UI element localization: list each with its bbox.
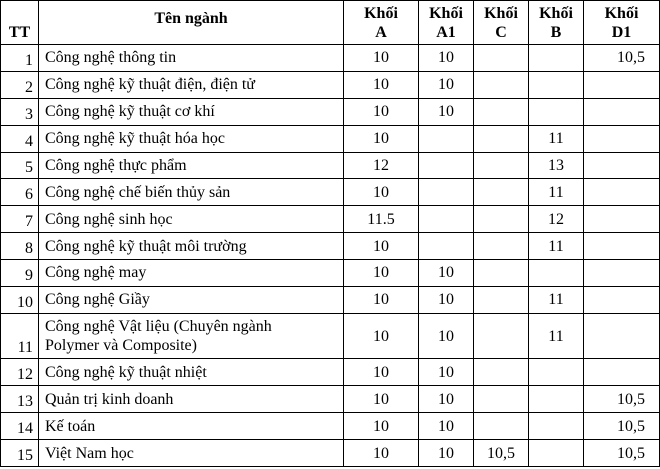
score-c bbox=[474, 152, 529, 179]
score-c: 10,5 bbox=[474, 440, 529, 467]
row-number: 5 bbox=[1, 152, 39, 179]
header-khoi-a1: Khối A1 bbox=[419, 1, 474, 45]
score-d1 bbox=[584, 260, 660, 287]
score-c bbox=[474, 125, 529, 152]
row-number: 9 bbox=[1, 260, 39, 287]
score-d1 bbox=[584, 152, 660, 179]
row-number: 10 bbox=[1, 286, 39, 313]
score-a: 10 bbox=[344, 71, 419, 98]
score-c bbox=[474, 313, 529, 359]
table-row bbox=[1, 45, 660, 72]
score-a: 10 bbox=[344, 413, 419, 440]
score-a: 10 bbox=[344, 260, 419, 287]
program-name: Công nghệ kỹ thuật nhiệt bbox=[39, 359, 344, 386]
program-name: Công nghệ thực phẩm bbox=[39, 152, 344, 179]
score-d1: 10,5 bbox=[584, 386, 660, 413]
score-a: 10 bbox=[344, 359, 419, 386]
header-row bbox=[1, 1, 660, 45]
score-b bbox=[529, 413, 584, 440]
table-row bbox=[1, 413, 660, 440]
score-d1 bbox=[584, 313, 660, 359]
program-name: Công nghệ kỹ thuật điện, điện tử bbox=[39, 71, 344, 98]
score-c bbox=[474, 206, 529, 233]
score-b bbox=[529, 359, 584, 386]
program-name: Công nghệ may bbox=[39, 260, 344, 287]
row-number: 2 bbox=[1, 71, 39, 98]
score-a1: 10 bbox=[419, 71, 474, 98]
header-khoi-b: Khối B bbox=[529, 1, 584, 45]
program-name: Công nghệ thông tin bbox=[39, 45, 344, 72]
row-number: 4 bbox=[1, 125, 39, 152]
header-khoi-a: Khối A bbox=[344, 1, 419, 45]
score-a: 10 bbox=[344, 233, 419, 260]
score-b: 11 bbox=[529, 179, 584, 206]
table-row bbox=[1, 206, 660, 233]
table-row bbox=[1, 71, 660, 98]
score-b bbox=[529, 440, 584, 467]
header-tt: TT bbox=[1, 1, 39, 45]
header-khoi-c: Khối C bbox=[474, 1, 529, 45]
score-a: 10 bbox=[344, 125, 419, 152]
row-number: 3 bbox=[1, 98, 39, 125]
score-a1 bbox=[419, 152, 474, 179]
program-name: Quản trị kinh doanh bbox=[39, 386, 344, 413]
score-a1 bbox=[419, 206, 474, 233]
score-a1: 10 bbox=[419, 98, 474, 125]
score-c bbox=[474, 260, 529, 287]
score-b: 11 bbox=[529, 125, 584, 152]
program-name: Công nghệ Giầy bbox=[39, 286, 344, 313]
score-a1: 10 bbox=[419, 45, 474, 72]
score-d1 bbox=[584, 125, 660, 152]
score-a1: 10 bbox=[419, 286, 474, 313]
score-a: 10 bbox=[344, 440, 419, 467]
score-d1 bbox=[584, 98, 660, 125]
program-name: Công nghệ kỹ thuật hóa học bbox=[39, 125, 344, 152]
row-number: 15 bbox=[1, 440, 39, 467]
score-c bbox=[474, 71, 529, 98]
score-d1: 10,5 bbox=[584, 440, 660, 467]
score-a1 bbox=[419, 179, 474, 206]
score-b: 11 bbox=[529, 313, 584, 359]
program-name: Công nghệ Vật liệu (Chuyên ngành Polymer và Composite) bbox=[39, 313, 344, 359]
row-number: 13 bbox=[1, 386, 39, 413]
row-number: 11 bbox=[1, 313, 39, 359]
score-a1 bbox=[419, 125, 474, 152]
score-d1 bbox=[584, 179, 660, 206]
score-b: 13 bbox=[529, 152, 584, 179]
score-c bbox=[474, 413, 529, 440]
score-d1 bbox=[584, 286, 660, 313]
score-c bbox=[474, 359, 529, 386]
score-b bbox=[529, 386, 584, 413]
table-row bbox=[1, 359, 660, 386]
score-a: 10 bbox=[344, 286, 419, 313]
table-row bbox=[1, 98, 660, 125]
program-name: Việt Nam học bbox=[39, 440, 344, 467]
score-c bbox=[474, 233, 529, 260]
score-a: 10 bbox=[344, 386, 419, 413]
program-name: Công nghệ sinh học bbox=[39, 206, 344, 233]
table-row bbox=[1, 125, 660, 152]
table-row bbox=[1, 179, 660, 206]
row-number: 1 bbox=[1, 45, 39, 72]
score-b: 12 bbox=[529, 206, 584, 233]
score-a1: 10 bbox=[419, 440, 474, 467]
score-b bbox=[529, 260, 584, 287]
program-name: Công nghệ chế biến thủy sản bbox=[39, 179, 344, 206]
score-a: 11.5 bbox=[344, 206, 419, 233]
score-a: 12 bbox=[344, 152, 419, 179]
score-a: 10 bbox=[344, 45, 419, 72]
score-d1: 10,5 bbox=[584, 45, 660, 72]
score-a: 10 bbox=[344, 98, 419, 125]
header-name: Tên ngành bbox=[39, 1, 344, 45]
table-row bbox=[1, 260, 660, 287]
table-row bbox=[1, 440, 660, 467]
score-a1: 10 bbox=[419, 260, 474, 287]
score-d1 bbox=[584, 71, 660, 98]
row-number: 12 bbox=[1, 359, 39, 386]
score-d1: 10,5 bbox=[584, 413, 660, 440]
score-a1: 10 bbox=[419, 386, 474, 413]
score-d1 bbox=[584, 233, 660, 260]
row-number: 6 bbox=[1, 179, 39, 206]
score-d1 bbox=[584, 359, 660, 386]
table-row bbox=[1, 386, 660, 413]
row-number: 7 bbox=[1, 206, 39, 233]
header-khoi-d1: Khối D1 bbox=[584, 1, 660, 45]
program-name: Công nghệ kỹ thuật cơ khí bbox=[39, 98, 344, 125]
score-a1: 10 bbox=[419, 413, 474, 440]
program-name: Kế toán bbox=[39, 413, 344, 440]
program-name: Công nghệ kỹ thuật môi trường bbox=[39, 233, 344, 260]
score-c bbox=[474, 286, 529, 313]
score-b bbox=[529, 98, 584, 125]
score-c bbox=[474, 98, 529, 125]
row-number: 14 bbox=[1, 413, 39, 440]
score-b: 11 bbox=[529, 286, 584, 313]
table-row bbox=[1, 152, 660, 179]
score-a: 10 bbox=[344, 313, 419, 359]
score-a1: 10 bbox=[419, 313, 474, 359]
score-d1 bbox=[584, 206, 660, 233]
table-row bbox=[1, 286, 660, 313]
score-c bbox=[474, 386, 529, 413]
score-a1 bbox=[419, 233, 474, 260]
score-b bbox=[529, 71, 584, 98]
score-b: 11 bbox=[529, 233, 584, 260]
score-b bbox=[529, 45, 584, 72]
score-a1: 10 bbox=[419, 359, 474, 386]
score-c bbox=[474, 179, 529, 206]
row-number: 8 bbox=[1, 233, 39, 260]
score-c bbox=[474, 45, 529, 72]
score-a: 10 bbox=[344, 179, 419, 206]
table-row bbox=[1, 313, 660, 359]
table-row bbox=[1, 233, 660, 260]
